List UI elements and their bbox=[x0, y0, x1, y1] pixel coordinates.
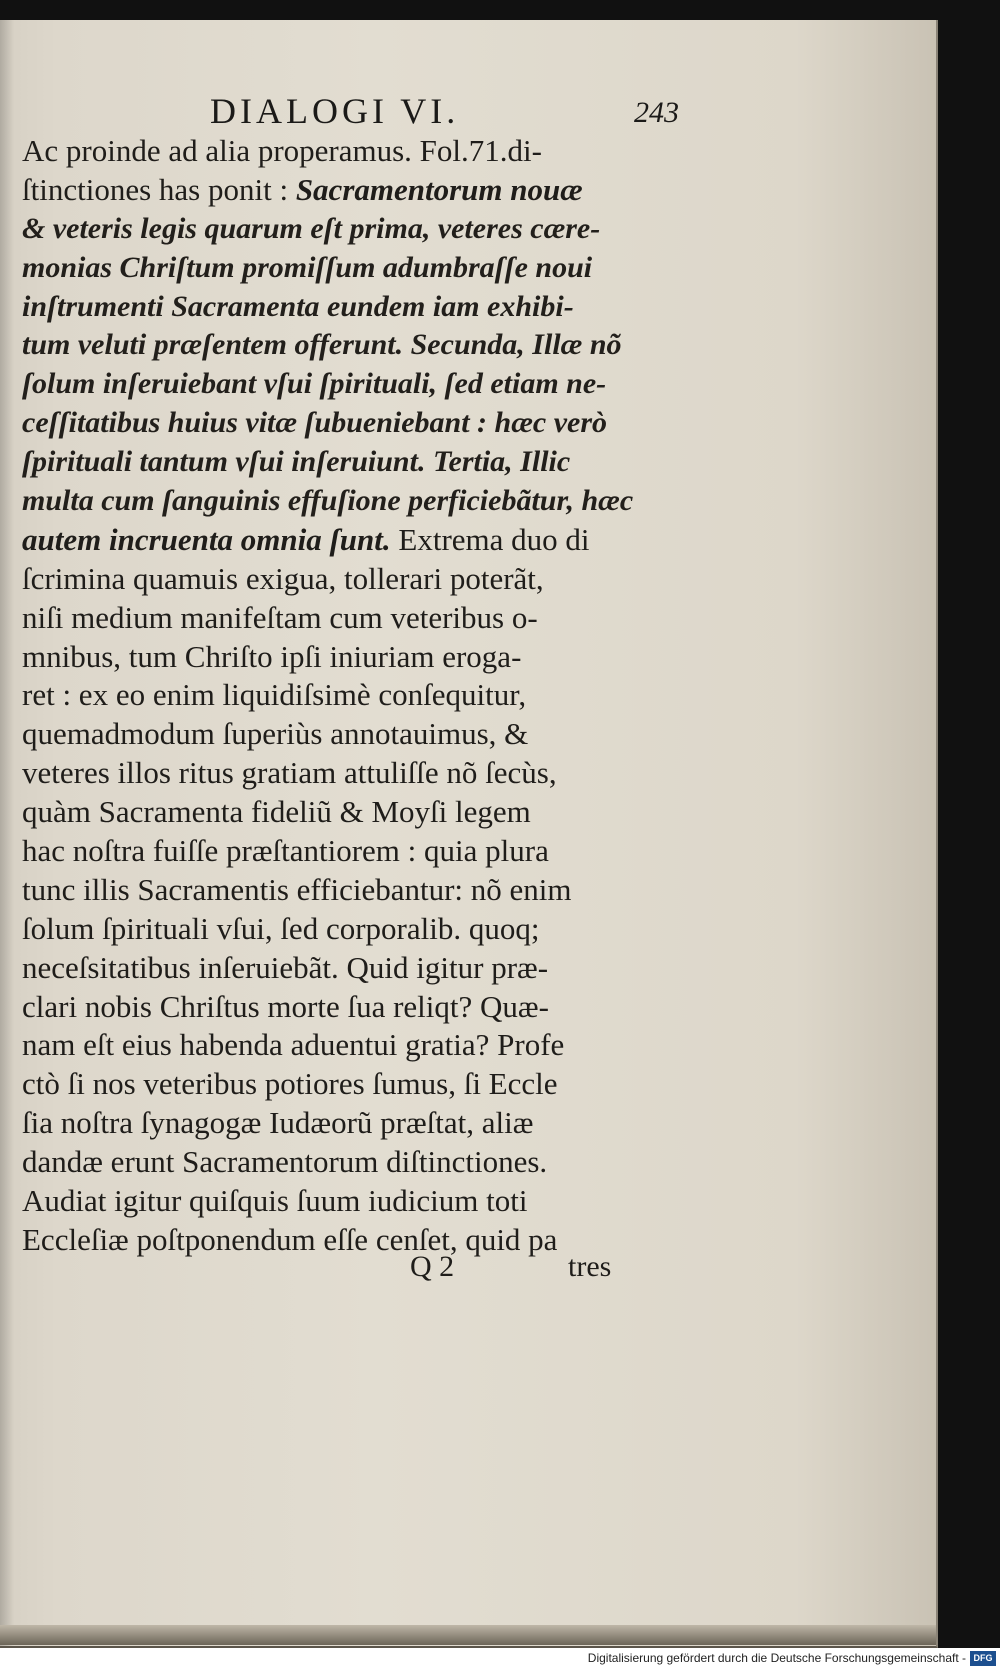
text-line: quàm Sacramenta fideliũ & Moyſi legem bbox=[22, 794, 531, 830]
text-line: niſi medium manifeſtam cum veteribus o- bbox=[22, 599, 538, 635]
text-line: ſia noſtra ſynagogæ Iudæorũ præſtat, aliæ bbox=[22, 1105, 534, 1141]
text-line: mnibus, tum Chriſto ipſi iniuriam eroga- bbox=[22, 638, 522, 674]
text-line: ret : ex eo enim liquidiſsimè conſequitur, bbox=[22, 677, 527, 713]
text-line: multa cum ſanguinis effuſione perficiebãtur, hæc bbox=[22, 484, 634, 518]
catchline bbox=[0, 1250, 936, 1290]
text-line: tum veluti præſentem offerunt. Secunda, Illæ nõ bbox=[22, 328, 622, 362]
running-head: DIALOGI VI. bbox=[210, 91, 460, 131]
text-line: ſolum inſeruiebant vſui ſpirituali, ſed etiam ne- bbox=[22, 367, 607, 401]
text-line: inſtrumenti Sacramenta eundem iam exhibi- bbox=[22, 289, 574, 323]
signature-mark: Q 2 bbox=[410, 1250, 455, 1283]
text-line: Audiat igitur quiſquis ſuum iudicium toti bbox=[22, 1183, 528, 1219]
gutter-shadow bbox=[0, 20, 14, 1646]
text-line: ſpirituali tantum vſui inſeruiunt. Tertia, Illic bbox=[22, 445, 571, 479]
dfg-logo: DFG bbox=[970, 1651, 996, 1666]
text-line: ſolum ſpirituali vſui, ſed corporalib. quoq; bbox=[22, 910, 540, 946]
funding-credit: Digitalisierung gefördert durch die Deutsche Forschungsgemeinschaft - bbox=[587, 1651, 966, 1665]
body-text bbox=[22, 132, 662, 1260]
text-line: quemadmodum ſuperiùs annotauimus, & bbox=[22, 716, 529, 752]
catchword: tres bbox=[568, 1250, 612, 1283]
text-line: dandæ erunt Sacramentorum diſtinctiones. bbox=[22, 1144, 548, 1180]
page-edge bbox=[0, 1625, 936, 1645]
italic-span: autem incruenta omnia ſunt. bbox=[22, 521, 391, 557]
text-line: ceſſitatibus huius vitæ ſubueniebant : hæc verò bbox=[22, 406, 608, 440]
text-line bbox=[22, 521, 662, 560]
text-line bbox=[22, 171, 662, 210]
text-line: hac noſtra fuiſſe præſtantiorem : quia plura bbox=[22, 833, 549, 869]
text-line: neceſsitatibus inſeruiebãt. Quid igitur præ- bbox=[22, 949, 549, 985]
text-line: ctò ſi nos veteribus potiores ſumus, ſi Eccle bbox=[22, 1066, 558, 1102]
footer-bar bbox=[0, 1648, 1000, 1671]
text-line: veteres illos ritus gratiam attuliſſe nõ ſecùs, bbox=[22, 755, 557, 791]
text-line: Eccleſiæ poſtponendum eſſe cenſet, quid pa bbox=[22, 1221, 558, 1257]
text-line: tunc illis Sacramentis efficiebantur: nõ enim bbox=[22, 871, 572, 907]
text-line: Ac proinde ad alia properamus. Fol.71.di- bbox=[22, 133, 542, 168]
roman-span: ſtinctiones has ponit : bbox=[22, 171, 296, 207]
text-line: clari nobis Chriſtus morte ſua reliqt? Quæ- bbox=[22, 988, 549, 1024]
text-line: & veteris legis quarum eſt prima, veteres cære- bbox=[22, 211, 601, 245]
page-number: 243 bbox=[634, 96, 679, 129]
roman-span: Extrema duo di bbox=[390, 521, 590, 557]
italic-span: Sacramentorum nouæ bbox=[295, 171, 583, 207]
text-line: nam eſt eius habenda aduentui gratia? Profe bbox=[22, 1027, 565, 1063]
text-line: monias Chriſtum promiſſum adumbraſſe noui bbox=[22, 250, 593, 284]
text-line: ſcrimina quamuis exigua, tollerari poterãt, bbox=[22, 560, 544, 596]
